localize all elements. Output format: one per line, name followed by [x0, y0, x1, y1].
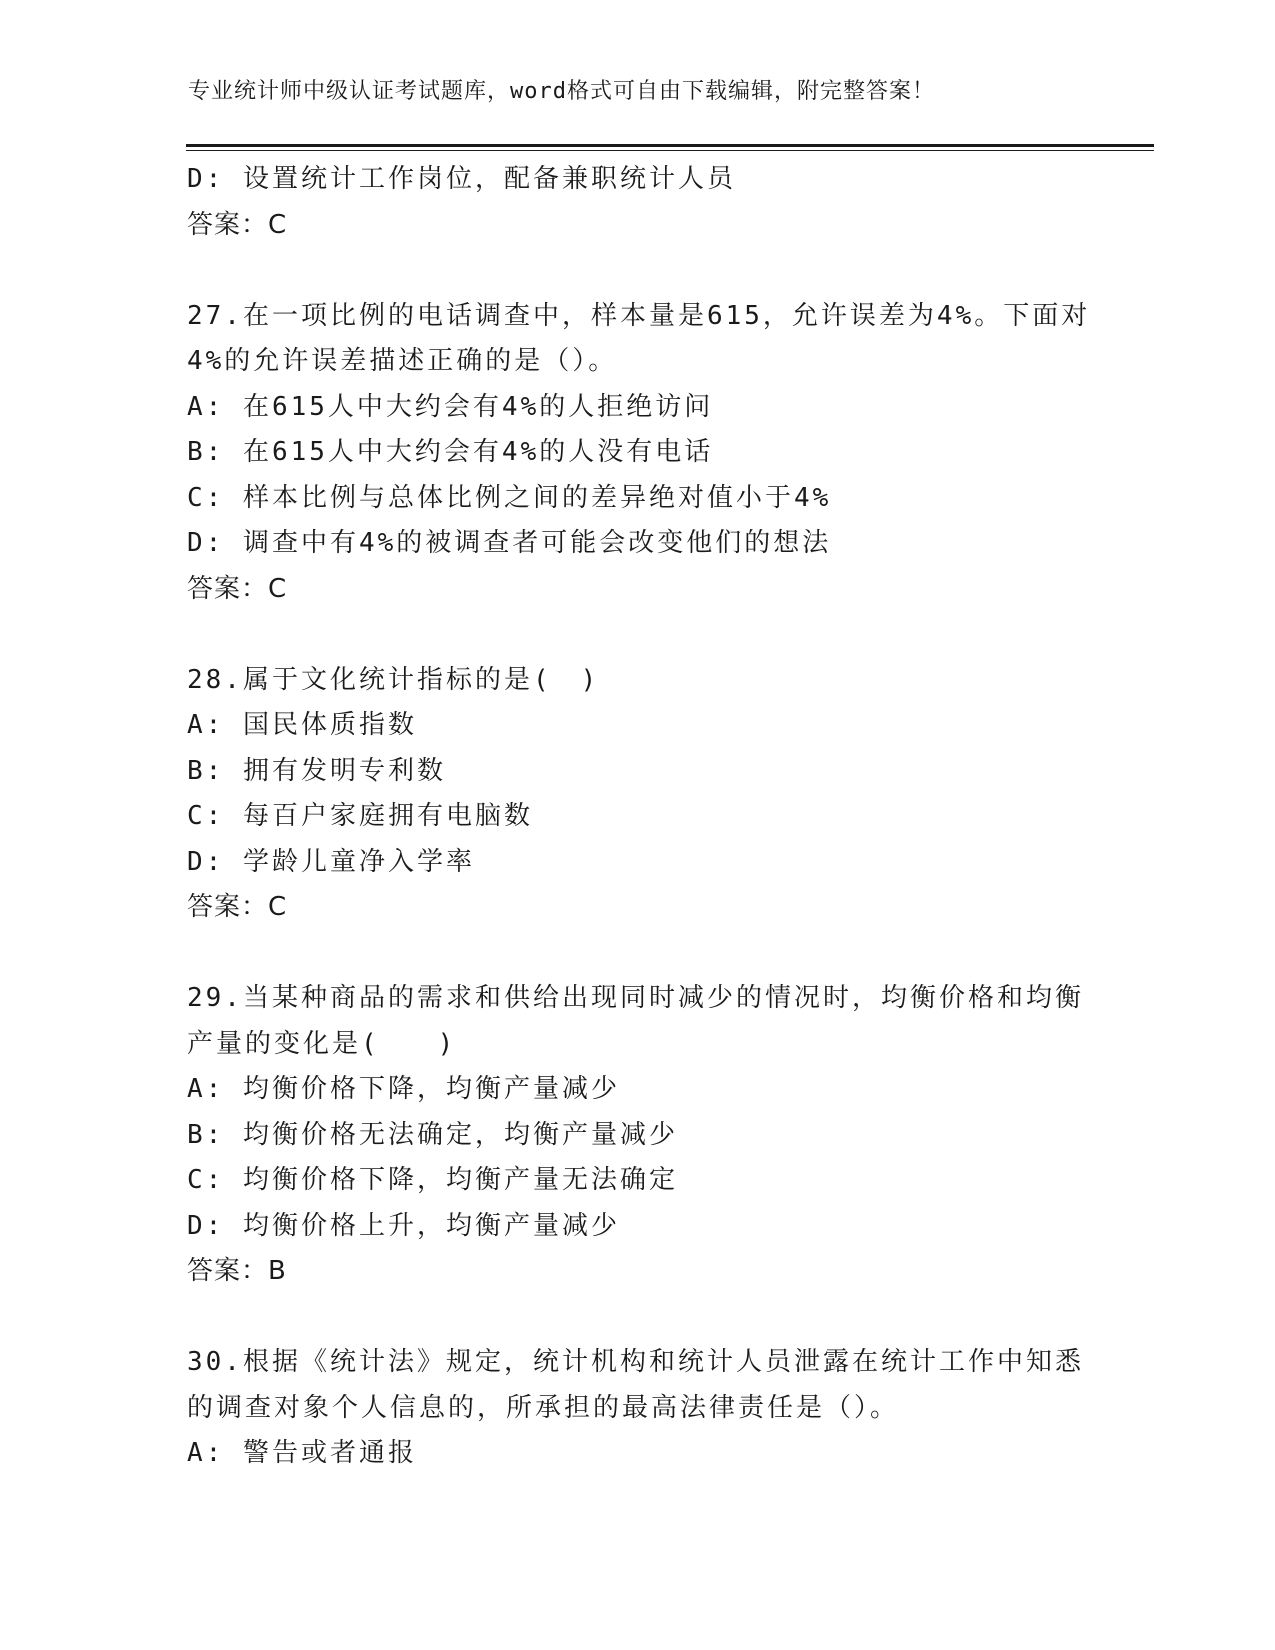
q29-option-a: A: 均衡价格下降，均衡产量减少: [187, 1074, 620, 1104]
q28-option-a: A: 国民体质指数: [187, 710, 417, 740]
q30-option-a: A: 警告或者通报: [187, 1438, 417, 1468]
q30-stem-line1: 30.根据《统计法》规定，统计机构和统计人员泄露在统计工作中知悉: [187, 1347, 1084, 1377]
q29-option-c: C: 均衡价格下降，均衡产量无法确定: [187, 1165, 678, 1195]
q28-option-c: C: 每百户家庭拥有电脑数: [187, 801, 533, 831]
q27-stem-line2: 4%的允许误差描述正确的是（）。: [187, 346, 618, 376]
q29-option-b: B: 均衡价格无法确定，均衡产量减少: [187, 1119, 678, 1150]
q29-stem-line2: 产量的变化是( ): [187, 1028, 457, 1059]
spacer: [187, 248, 1087, 294]
q27-stem-line1: 27.在一项比例的电话调查中，样本量是615，允许误差为4%。下面对: [187, 300, 1091, 331]
prev-option-d: D: 设置统计工作岗位，配备兼职统计人员: [187, 164, 736, 194]
q28-answer: 答案：C: [187, 892, 288, 922]
q27-option-b: B: 在615人中大约会有4%的人没有电话: [187, 437, 714, 467]
header-rule-thin: [186, 150, 1154, 151]
question-content: [187, 157, 1091, 1477]
q27-answer: 答案：C: [187, 573, 288, 604]
q27-option-c: C: 样本比例与总体比例之间的差异绝对值小于4%: [187, 482, 832, 513]
spacer: [187, 931, 1087, 977]
q27-option-a: A: 在615人中大约会有4%的人拒绝访问: [187, 391, 714, 422]
q28-option-d: D: 学龄儿童净入学率: [187, 846, 475, 877]
q29-option-d: D: 均衡价格上升，均衡产量减少: [187, 1210, 620, 1241]
q29-answer: 答案：B: [187, 1256, 287, 1286]
q27-option-d: D: 调查中有4%的被调查者可能会改变他们的想法: [187, 528, 832, 558]
q30-stem-line2: 的调查对象个人信息的，所承担的最高法律责任是（）。: [187, 1392, 900, 1423]
q29-stem-line1: 29.当某种商品的需求和供给出现同时减少的情况时，均衡价格和均衡: [187, 983, 1084, 1013]
q28-option-b: B: 拥有发明专利数: [187, 755, 446, 786]
prev-answer: 答案：C: [187, 209, 288, 240]
header-rule-thick: [186, 144, 1154, 147]
q28-stem-line1: 28.属于文化统计指标的是( ): [187, 664, 600, 695]
page-header: 专业统计师中级认证考试题库，word格式可自由下载编辑，附完整答案！: [188, 79, 935, 104]
spacer: [187, 1295, 1087, 1341]
spacer: [187, 612, 1087, 658]
